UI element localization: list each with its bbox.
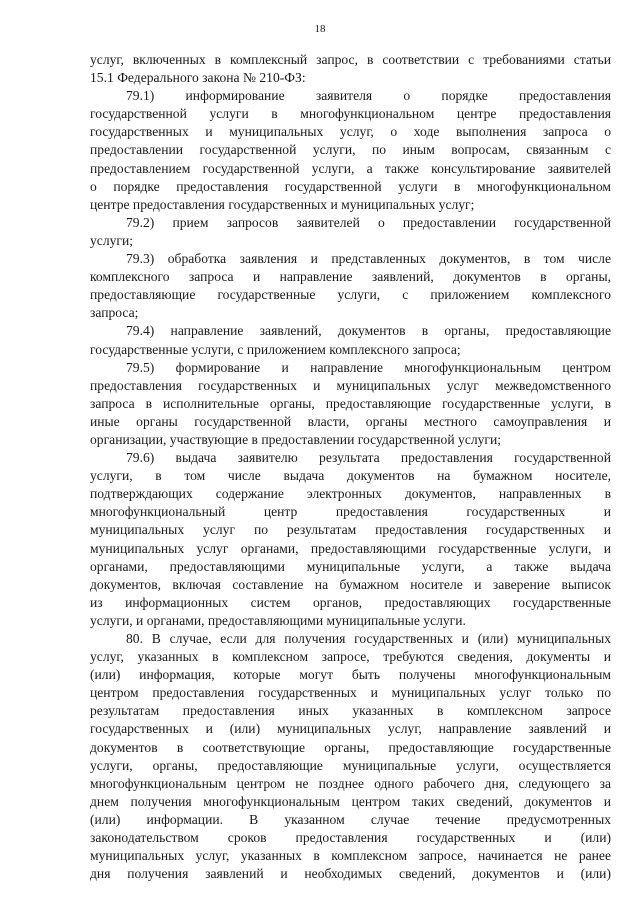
text-line: запроса; <box>90 305 139 321</box>
paragraph-79-4 <box>90 322 611 358</box>
text-line: из информационных систем органов, предоставляющих государственные <box>90 594 611 610</box>
text-line: комплексного запроса и направление заявлений, документов в органы, <box>90 269 611 285</box>
text-line: результатам предоставления иных указанных в комплексном запросе <box>90 703 611 719</box>
text-line: государственных и муниципальных услуг, о ходе выполнения запроса о <box>90 124 611 140</box>
text-line: о порядке предоставления государственной услуги в многофункциональном <box>90 178 611 194</box>
text-line: муниципальных услуг органами, предоставляющими государственные услуги, и <box>90 540 611 556</box>
paragraph-80 <box>90 630 611 883</box>
text-line: услуги, в том числе выдача документов на бумажном носителе, <box>90 468 611 484</box>
text-line: днем получения многофункциональным центром таких сведений, документов и <box>90 793 611 809</box>
text-line: 79.1) информирование заявителя о порядке предоставления <box>126 88 611 104</box>
text-line: (или) информация, которые могут быть получены многофункциональным <box>90 667 611 683</box>
text-line: документов, включая составление на бумажном носителе и заверение выписок <box>90 576 611 592</box>
text-line: 79.6) выдача заявителю результата предоставления государственной <box>126 450 611 466</box>
text-line: государственной услуги в многофункциональном центре предоставления <box>90 106 611 122</box>
paragraph-79-6 <box>90 449 611 630</box>
text-line: предоставляющие государственные услуги, с приложением комплексного <box>90 287 611 303</box>
text-line: законодательством сроков предоставления государственных и (или) <box>90 830 611 846</box>
text-line: организации, участвующие в предоставлении государственной услуги; <box>90 431 502 447</box>
text-line: предоставлением государственной услуги, а также консультирование заявителей <box>90 160 611 176</box>
document-body <box>90 51 611 883</box>
text-line: документов в соответствующие органы, предоставляющие государственные <box>90 739 611 755</box>
text-line: 79.3) обработка заявления и представленных документов, в том числе <box>126 251 611 267</box>
text-line: муниципальных услуг по результатам предоставления государственных и <box>90 522 611 538</box>
paragraph-79-3 <box>90 250 611 322</box>
text-line: (или) информации. В указанном случае течение предусмотренных <box>90 811 611 827</box>
text-line: государственных и (или) муниципальных услуг, направление заявлений и <box>90 721 611 737</box>
text-line: 15.1 Федерального закона № 210-ФЗ: <box>90 70 306 86</box>
paragraph-79-2 <box>90 214 611 250</box>
text-line: многофункциональный центр предоставления государственных и <box>90 504 611 520</box>
text-line: услуги; <box>90 232 134 248</box>
text-line: услуги, органы, предоставляющие муниципальные услуги, осуществляется <box>90 757 611 773</box>
text-line: предоставлении государственной услуги, по иным вопросам, связанным с <box>90 142 611 158</box>
text-line: государственные услуги, с приложением комплексного запроса; <box>90 341 461 357</box>
text-line: услуг, указанных в комплексном запросе, требуются сведения, документы и <box>90 649 611 665</box>
text-line: дня получения заявлений и необходимых сведений, документов и (или) <box>90 866 611 882</box>
page-number: 18 <box>314 23 326 35</box>
text-line: 79.2) прием запросов заявителей о предоставлении государственной <box>126 214 611 230</box>
text-line: 79.4) направление заявлений, документов в органы, предоставляющие <box>126 323 611 339</box>
text-line: центром предоставления государственных и муниципальных услуг только по <box>90 685 611 701</box>
text-line: услуги, и органами, предоставляющими муниципальные услуги. <box>90 612 466 628</box>
text-line: услуг, включенных в комплексный запрос, в соответствии с требованиями статьи <box>90 52 611 67</box>
paragraph-79-5 <box>90 359 611 449</box>
text-line: иные органы государственной власти, органы местного самоуправления и <box>90 413 611 429</box>
text-line: центре предоставления государственных и муниципальных услуг; <box>90 196 475 212</box>
text-line: запроса в исполнительные органы, предоставляющие государственные услуги, в <box>90 395 611 411</box>
text-line: подтверждающих содержание электронных документов, направленных в <box>90 486 611 502</box>
paragraph-intro <box>90 51 611 87</box>
text-line: 80. В случае, если для получения государственных и (или) муниципальных <box>126 631 611 646</box>
text-line: 79.5) формирование и направление многофункциональным центром <box>126 359 611 375</box>
text-line: предоставления государственных и муниципальных услуг межведомственного <box>90 377 611 393</box>
paragraph-79-1 <box>90 87 611 214</box>
text-line: органами, предоставляющими муниципальные услуги, а также выдача <box>90 558 611 574</box>
text-line: многофункциональным центром не позднее одного рабочего дня, следующего за <box>90 775 611 791</box>
text-line: муниципальных услуг, указанных в комплексном запросе, начинается не ранее <box>90 848 611 864</box>
